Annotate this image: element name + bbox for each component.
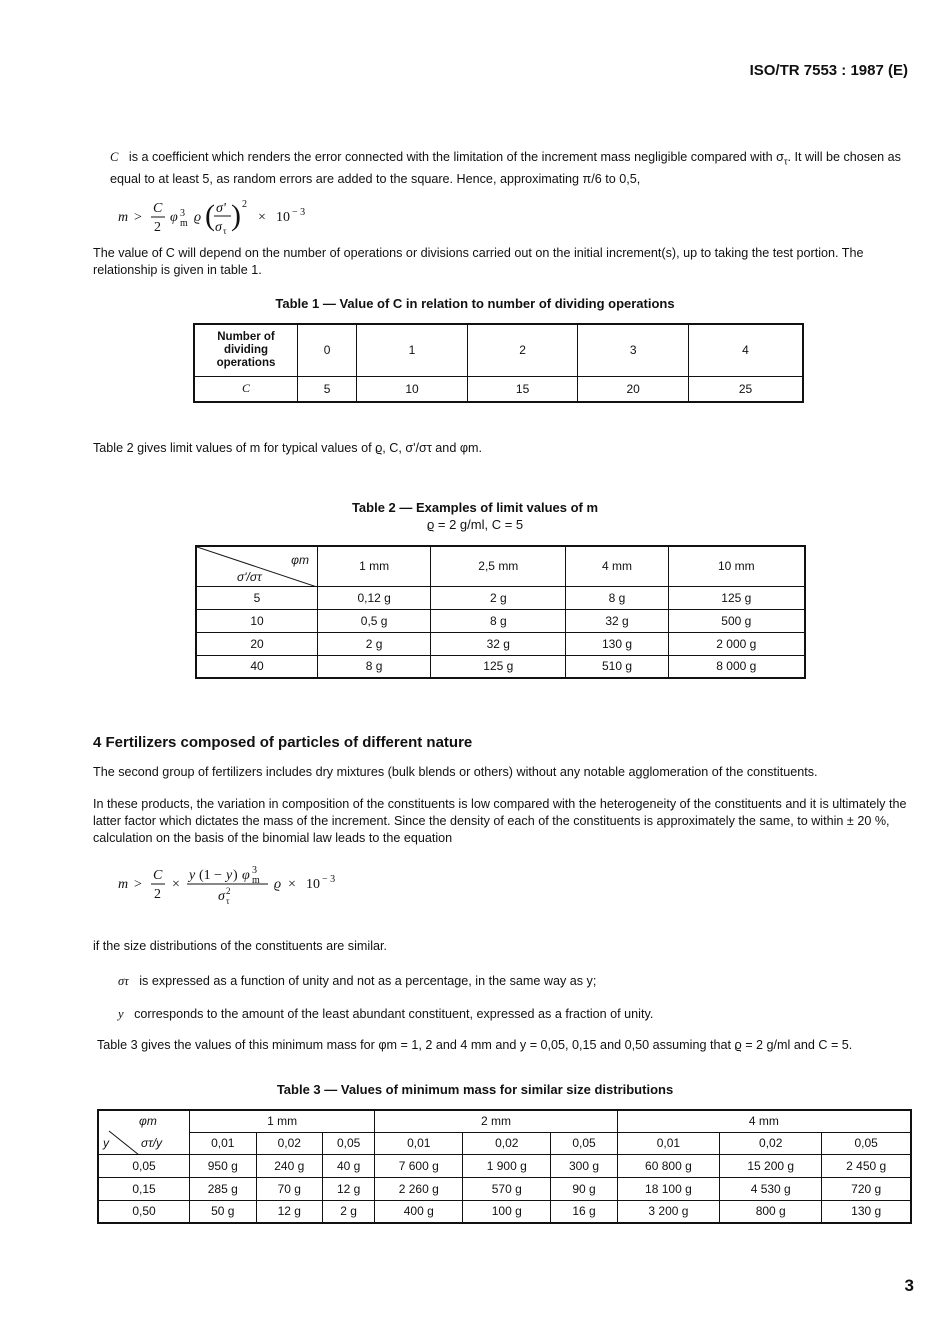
svg-text:− 3: − 3 <box>292 207 306 218</box>
table3-group-1mm: 1 mm <box>190 1110 375 1132</box>
c-symbol: C <box>110 150 119 164</box>
def1-text: is expressed as a function of unity and not as a percentage, in the same way as y; <box>139 974 597 988</box>
table2-cell: 8 000 g <box>668 655 805 678</box>
table-1 <box>193 323 804 403</box>
svg-text:×: × <box>172 877 180 892</box>
svg-text:σ: σ <box>215 220 222 235</box>
table3-y: 0,05 <box>98 1154 190 1177</box>
svg-text:ϱ: ϱ <box>194 210 202 225</box>
table2-intro: Table 2 gives limit values of m for typical values of ϱ, C, σ'/στ and φm. <box>93 441 482 455</box>
svg-text:σ': σ' <box>216 201 226 216</box>
table2-cell: 500 g <box>668 609 805 632</box>
table3-cell: 2 g <box>323 1200 375 1223</box>
table1-row-head: Number of dividing operations <box>194 324 298 376</box>
table-row <box>98 1177 911 1200</box>
table1-c-1: 10 <box>357 376 468 402</box>
svg-text:− 3: − 3 <box>322 874 336 885</box>
table3-cell: 7 600 g <box>375 1154 463 1177</box>
svg-text:2: 2 <box>242 199 247 210</box>
table3-cell: 720 g <box>822 1177 911 1200</box>
c-definition-text-2: . It will be chosen as equal to at least 5, as random errors are added to the square. Hence, approximating π/6 to 0,5, <box>110 150 901 186</box>
table3-cell: 90 g <box>551 1177 618 1200</box>
table2-ratio: 5 <box>196 586 318 609</box>
svg-text:>: > <box>134 210 142 225</box>
paragraph-c-dependence: The value of C will depend on the number of operations or divisions carried out on the initial increment(s), up to taking the test portion. The relationship is given in table 1. <box>93 246 864 277</box>
table1-op-1: 1 <box>357 324 468 376</box>
table3-cell: 40 g <box>323 1154 375 1177</box>
table2-subcaption: ϱ = 2 g/ml, C = 5 <box>426 517 524 532</box>
table1-op-3: 3 <box>578 324 689 376</box>
svg-text:m: m <box>118 877 129 892</box>
formula-2 <box>118 862 378 908</box>
section4-p2: In these products, the variation in composition of the constituents is low compared with the heterogeneity of the constituents and it is ultimately the latter factor which dictates the mass of the increment. Since the density of each of the constituents is approximately the same, to within ± 20 %, calculation on the basis of the binomial law leads to the equation <box>93 797 907 845</box>
table2-ratio: 20 <box>196 632 318 655</box>
page-number: 3 <box>904 1276 914 1295</box>
table2-cell: 0,12 g <box>318 586 431 609</box>
c-definition: C is a coefficient which renders the error connected with the limitation of the increment mass negligible compared with $\sigma_\tau$. It will be chosen as equal to at least 5, as random errors are added to the square. Hence, approximating π/6 to 0,5, <box>110 150 901 186</box>
table2-cell: 2 g <box>318 632 431 655</box>
svg-text:τ: τ <box>223 226 227 236</box>
table3-sub: 0,05 <box>822 1132 911 1154</box>
c-definition-text: is a coefficient which renders the error connected with the limitation of the increment mass negligible compared with σ <box>128 150 784 164</box>
svg-text:2: 2 <box>154 887 161 902</box>
table3-cell: 70 g <box>256 1177 323 1200</box>
table3-sub: 0,05 <box>323 1132 375 1154</box>
table2-cell: 8 g <box>318 655 431 678</box>
table-row <box>196 655 805 678</box>
table1-c-3: 20 <box>578 376 689 402</box>
table1-c-label: C <box>194 376 298 402</box>
table3-y: 0,50 <box>98 1200 190 1223</box>
table3-corner-y: y <box>103 1136 109 1150</box>
table3-sub: 0,05 <box>551 1132 618 1154</box>
table3-cell: 12 g <box>323 1177 375 1200</box>
table3-y: 0,15 <box>98 1177 190 1200</box>
definition-y <box>118 1006 933 1023</box>
svg-text:φ: φ <box>170 210 178 225</box>
table2-cell: 8 g <box>566 586 668 609</box>
table3-corner-phi: φm <box>139 1114 157 1128</box>
table3-sub: 0,02 <box>720 1132 822 1154</box>
table3-corner-sigma: στ/y <box>141 1136 163 1150</box>
table3-cell: 800 g <box>720 1200 822 1223</box>
table2-cell: 8 g <box>431 609 566 632</box>
table3-cell: 2 450 g <box>822 1154 911 1177</box>
table3-cell: 1 900 g <box>463 1154 551 1177</box>
svg-text:2: 2 <box>154 220 161 235</box>
table2-cell: 32 g <box>566 609 668 632</box>
table3-cell: 16 g <box>551 1200 618 1223</box>
table-row <box>98 1154 911 1177</box>
table2-cell: 125 g <box>431 655 566 678</box>
svg-text:C: C <box>153 201 163 216</box>
table2-cell: 32 g <box>431 632 566 655</box>
svg-text:σ: σ <box>218 889 225 904</box>
svg-text:y: y <box>226 868 233 883</box>
table-row <box>196 632 805 655</box>
table3-cell: 130 g <box>822 1200 911 1223</box>
table-row <box>98 1200 911 1223</box>
table2-ratio: 40 <box>196 655 318 678</box>
svg-text:m: m <box>252 875 260 886</box>
section4-p1: The second group of fertilizers includes dry mixtures (bulk blends or others) without any notable agglomeration of the constituents. <box>93 765 818 779</box>
table3-sub: 0,01 <box>375 1132 463 1154</box>
definition-sigma <box>118 973 933 990</box>
table3-sub: 0,01 <box>617 1132 719 1154</box>
svg-text:): ) <box>231 199 241 232</box>
table1-op-2: 2 <box>467 324 578 376</box>
document-header: ISO/TR 7553 : 1987 (E) <box>749 62 908 79</box>
table3-cell: 400 g <box>375 1200 463 1223</box>
table1-op-4: 4 <box>688 324 803 376</box>
table2-col-2-5mm: 2,5 mm <box>431 546 566 586</box>
table3-cell: 4 530 g <box>720 1177 822 1200</box>
table-row <box>196 609 805 632</box>
table3-cell: 950 g <box>190 1154 257 1177</box>
table3-cell: 100 g <box>463 1200 551 1223</box>
table2-corner <box>196 546 318 586</box>
section4-p3: if the size distributions of the constituents are similar. <box>93 939 387 953</box>
formula-1 <box>118 195 348 241</box>
table3-group-4mm: 4 mm <box>617 1110 911 1132</box>
svg-text:m: m <box>118 210 129 225</box>
svg-text:3: 3 <box>252 865 257 876</box>
table2-cell: 125 g <box>668 586 805 609</box>
table3-cell: 18 100 g <box>617 1177 719 1200</box>
table2-cell: 0,5 g <box>318 609 431 632</box>
table2-corner-bottom: σ'/στ <box>237 569 262 584</box>
table3-group-2mm: 2 mm <box>375 1110 618 1132</box>
table2-col-4mm: 4 mm <box>566 546 668 586</box>
svg-text:×: × <box>258 210 266 225</box>
table1-op-0: 0 <box>298 324 357 376</box>
table3-caption: Table 3 — Values of minimum mass for similar size distributions <box>276 1082 674 1097</box>
table2-cell: 2 g <box>431 586 566 609</box>
def2-symbol: y <box>118 1007 124 1021</box>
svg-text:10: 10 <box>276 210 290 225</box>
table2-cell: 130 g <box>566 632 668 655</box>
svg-text:×: × <box>288 877 296 892</box>
svg-text:3: 3 <box>180 208 185 219</box>
svg-text:φ: φ <box>242 868 250 883</box>
table1-c-4: 25 <box>688 376 803 402</box>
table-2 <box>195 545 806 679</box>
svg-text:>: > <box>134 877 142 892</box>
svg-text:y: y <box>189 868 196 883</box>
table2-col-10mm: 10 mm <box>668 546 805 586</box>
table3-cell: 300 g <box>551 1154 618 1177</box>
table3-sub: 0,02 <box>256 1132 323 1154</box>
table3-cell: 285 g <box>190 1177 257 1200</box>
table3-cell: 240 g <box>256 1154 323 1177</box>
svg-text:m: m <box>180 218 188 229</box>
table1-c-0: 5 <box>298 376 357 402</box>
table2-cell: 510 g <box>566 655 668 678</box>
table3-cell: 3 200 g <box>617 1200 719 1223</box>
table-3 <box>97 1109 912 1224</box>
svg-text:τ: τ <box>226 896 230 906</box>
table3-sub: 0,01 <box>190 1132 257 1154</box>
svg-text:10: 10 <box>306 877 320 892</box>
table2-ratio: 10 <box>196 609 318 632</box>
svg-text:): ) <box>233 868 238 883</box>
svg-text:C: C <box>153 868 163 883</box>
table1-caption: Table 1 — Value of C in relation to number of dividing operations <box>275 296 675 311</box>
svg-text:2: 2 <box>226 886 231 896</box>
table3-cell: 12 g <box>256 1200 323 1223</box>
table3-corner <box>98 1110 190 1154</box>
svg-text:(1 −: (1 − <box>199 868 223 883</box>
table2-col-1mm: 1 mm <box>318 546 431 586</box>
table1-c-2: 15 <box>467 376 578 402</box>
def2-text: corresponds to the amount of the least abundant constituent, expressed as a fraction of unity. <box>134 1007 654 1021</box>
table2-cell: 2 000 g <box>668 632 805 655</box>
table2-caption: Table 2 — Examples of limit values of m <box>351 500 599 515</box>
table3-cell: 570 g <box>463 1177 551 1200</box>
svg-text:ϱ: ϱ <box>274 877 282 892</box>
table3-cell: 60 800 g <box>617 1154 719 1177</box>
section-4-title: 4 Fertilizers composed of particles of different nature <box>93 734 473 751</box>
table3-cell: 15 200 g <box>720 1154 822 1177</box>
table-row <box>196 586 805 609</box>
def1-symbol: στ <box>118 974 129 988</box>
table3-cell: 50 g <box>190 1200 257 1223</box>
section4-p4: Table 3 gives the values of this minimum mass for φm = 1, 2 and 4 mm and y = 0,05, 0,15 and 0,50 assuming that ϱ = 2 g/ml and C = 5. <box>97 1038 853 1052</box>
table2-corner-top: φm <box>291 553 309 567</box>
table3-sub: 0,02 <box>463 1132 551 1154</box>
table3-cell: 2 260 g <box>375 1177 463 1200</box>
svg-text:(: ( <box>205 199 215 232</box>
